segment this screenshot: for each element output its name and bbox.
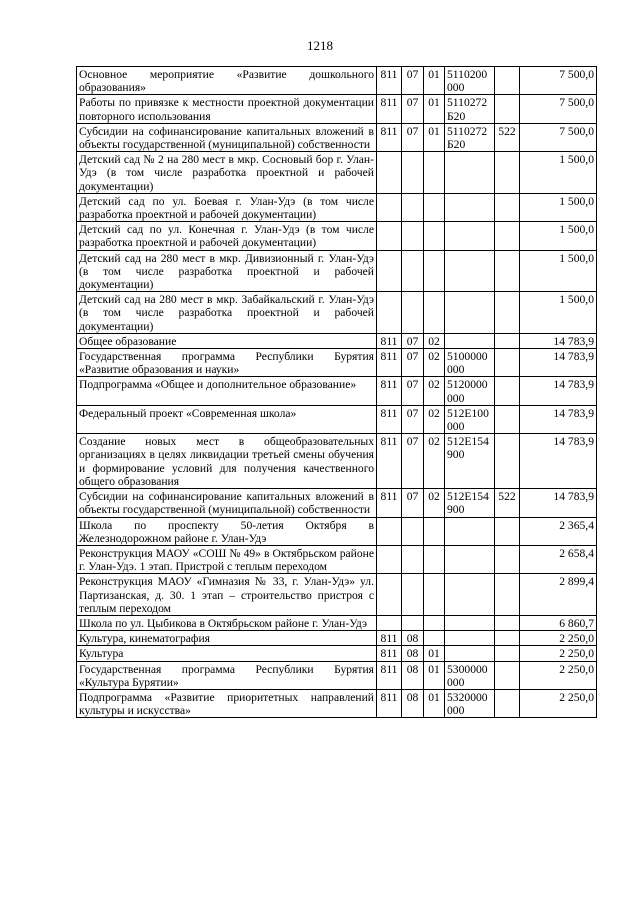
row-section-code: 07 <box>402 95 424 123</box>
row-expense-type-code <box>495 349 520 377</box>
row-target-article-code <box>445 333 495 348</box>
table-row <box>77 152 597 194</box>
table-row <box>77 489 597 517</box>
row-grbs-code: 811 <box>377 661 402 689</box>
row-expense-type-code <box>495 434 520 489</box>
row-expense-type-code <box>495 661 520 689</box>
row-subsection-code: 01 <box>424 661 445 689</box>
row-name: Государственная программа Республики Бурятия «Развитие образования и науки» <box>77 349 377 377</box>
row-target-article-code <box>445 193 495 221</box>
row-subsection-code <box>424 631 445 646</box>
row-name: Создание новых мест в общеобразовательных организациях в целях ликвидации третьей смены обучения и формирование условий для получения качественного общего образования <box>77 434 377 489</box>
row-target-article-code <box>445 517 495 545</box>
table-row <box>77 377 597 405</box>
table-row <box>77 646 597 661</box>
budget-table <box>76 66 597 718</box>
row-expense-type-code <box>495 95 520 123</box>
table-row <box>77 661 597 689</box>
row-target-article-code: 5110272 Б20 <box>445 95 495 123</box>
row-expense-type-code: 522 <box>495 489 520 517</box>
row-name: Культура <box>77 646 377 661</box>
row-target-article-code: 5110272 Б20 <box>445 123 495 151</box>
row-expense-type-code <box>495 152 520 194</box>
row-grbs-code <box>377 152 402 194</box>
row-name: Государственная программа Республики Бурятия «Культура Бурятии» <box>77 661 377 689</box>
row-amount: 14 783,9 <box>520 489 597 517</box>
row-expense-type-code <box>495 193 520 221</box>
row-subsection-code <box>424 250 445 292</box>
row-name: Подпрограмма «Развитие приоритетных направлений культуры и искусства» <box>77 689 377 717</box>
row-expense-type-code <box>495 222 520 250</box>
row-name: Субсидии на софинансирование капитальных вложений в объекты государственной (муниципальной) собственности <box>77 489 377 517</box>
row-name: Детский сад по ул. Конечная г. Улан-Удэ (в том числе разработка проектной и рабочей документации) <box>77 222 377 250</box>
row-expense-type-code: 522 <box>495 123 520 151</box>
row-amount: 2 250,0 <box>520 689 597 717</box>
row-expense-type-code <box>495 574 520 616</box>
row-name: Детский сад по ул. Боевая г. Улан-Удэ (в том числе разработка проектной и рабочей документации) <box>77 193 377 221</box>
row-section-code: 07 <box>402 333 424 348</box>
table-row <box>77 517 597 545</box>
row-target-article-code <box>445 631 495 646</box>
row-amount: 7 500,0 <box>520 123 597 151</box>
table-row <box>77 95 597 123</box>
table-row <box>77 545 597 573</box>
row-subsection-code: 02 <box>424 405 445 433</box>
table-row <box>77 689 597 717</box>
table-row <box>77 574 597 616</box>
row-section-code: 08 <box>402 631 424 646</box>
row-amount: 6 860,7 <box>520 615 597 630</box>
row-grbs-code: 811 <box>377 434 402 489</box>
row-name: Работы по привязке к местности проектной документации повторного использования <box>77 95 377 123</box>
row-amount: 1 500,0 <box>520 292 597 334</box>
table-row <box>77 67 597 95</box>
row-target-article-code <box>445 152 495 194</box>
row-section-code: 07 <box>402 349 424 377</box>
row-expense-type-code <box>495 405 520 433</box>
row-target-article-code: 5110200 000 <box>445 67 495 95</box>
row-grbs-code: 811 <box>377 405 402 433</box>
row-grbs-code: 811 <box>377 377 402 405</box>
row-expense-type-code <box>495 250 520 292</box>
table-row <box>77 615 597 630</box>
row-section-code: 07 <box>402 405 424 433</box>
row-grbs-code <box>377 193 402 221</box>
row-expense-type-code <box>495 67 520 95</box>
row-name: Субсидии на софинансирование капитальных вложений в объекты государственной (муниципальной) собственности <box>77 123 377 151</box>
row-amount: 14 783,9 <box>520 377 597 405</box>
row-subsection-code: 01 <box>424 67 445 95</box>
row-grbs-code: 811 <box>377 349 402 377</box>
row-name: Детский сад на 280 мест в мкр. Забайкальский г. Улан-Удэ (в том числе разработка проектной и рабочей документации) <box>77 292 377 334</box>
row-target-article-code <box>445 292 495 334</box>
row-grbs-code <box>377 292 402 334</box>
row-grbs-code: 811 <box>377 67 402 95</box>
row-target-article-code <box>445 250 495 292</box>
row-amount: 2 365,4 <box>520 517 597 545</box>
row-target-article-code: 5120000 000 <box>445 377 495 405</box>
row-target-article-code <box>445 545 495 573</box>
row-amount: 7 500,0 <box>520 67 597 95</box>
row-amount: 14 783,9 <box>520 349 597 377</box>
row-name: Реконструкция МАОУ «СОШ № 49» в Октябрьском районе г. Улан-Удэ. 1 этап. Пристрой с теплым переходом <box>77 545 377 573</box>
row-grbs-code <box>377 222 402 250</box>
row-grbs-code: 811 <box>377 123 402 151</box>
row-target-article-code <box>445 646 495 661</box>
table-row <box>77 333 597 348</box>
table-row <box>77 250 597 292</box>
row-section-code <box>402 152 424 194</box>
row-amount: 14 783,9 <box>520 405 597 433</box>
row-grbs-code: 811 <box>377 333 402 348</box>
row-subsection-code <box>424 152 445 194</box>
row-section-code <box>402 615 424 630</box>
row-name: Школа по ул. Цыбикова в Октябрьском районе г. Улан-Удэ <box>77 615 377 630</box>
row-section-code: 07 <box>402 434 424 489</box>
row-target-article-code: 512E154 900 <box>445 489 495 517</box>
row-section-code: 07 <box>402 67 424 95</box>
row-subsection-code <box>424 574 445 616</box>
row-section-code: 08 <box>402 689 424 717</box>
row-amount: 2 899,4 <box>520 574 597 616</box>
row-subsection-code <box>424 615 445 630</box>
row-amount: 14 783,9 <box>520 434 597 489</box>
row-expense-type-code <box>495 689 520 717</box>
row-amount: 2 250,0 <box>520 661 597 689</box>
row-name: Реконструкция МАОУ «Гимназия № 33, г. Улан-Удэ» ул. Партизанская, д. 30. 1 этап – строительство пристроя с теплым переходом <box>77 574 377 616</box>
row-expense-type-code <box>495 615 520 630</box>
row-subsection-code <box>424 193 445 221</box>
row-amount: 2 250,0 <box>520 631 597 646</box>
row-grbs-code: 811 <box>377 646 402 661</box>
row-section-code: 07 <box>402 377 424 405</box>
row-grbs-code <box>377 615 402 630</box>
row-grbs-code <box>377 517 402 545</box>
row-subsection-code: 02 <box>424 489 445 517</box>
row-subsection-code: 01 <box>424 95 445 123</box>
row-name: Школа по проспекту 50-летия Октября в Железнодорожном районе г. Улан-Удэ <box>77 517 377 545</box>
row-subsection-code <box>424 517 445 545</box>
table-row <box>77 222 597 250</box>
row-subsection-code <box>424 222 445 250</box>
row-amount: 14 783,9 <box>520 333 597 348</box>
row-grbs-code <box>377 574 402 616</box>
row-name: Федеральный проект «Современная школа» <box>77 405 377 433</box>
row-name: Подпрограмма «Общее и дополнительное образование» <box>77 377 377 405</box>
row-grbs-code <box>377 250 402 292</box>
row-name: Общее образование <box>77 333 377 348</box>
row-grbs-code: 811 <box>377 95 402 123</box>
row-amount: 1 500,0 <box>520 250 597 292</box>
table-row <box>77 631 597 646</box>
row-amount: 1 500,0 <box>520 152 597 194</box>
row-grbs-code: 811 <box>377 489 402 517</box>
row-subsection-code: 02 <box>424 333 445 348</box>
row-grbs-code: 811 <box>377 631 402 646</box>
table-row <box>77 434 597 489</box>
table-row <box>77 349 597 377</box>
row-section-code: 07 <box>402 123 424 151</box>
row-section-code <box>402 250 424 292</box>
row-name: Культура, кинематография <box>77 631 377 646</box>
row-expense-type-code <box>495 517 520 545</box>
row-expense-type-code <box>495 377 520 405</box>
row-expense-type-code <box>495 631 520 646</box>
row-name: Детский сад № 2 на 280 мест в мкр. Сосновый бор г. Улан-Удэ (в том числе разработка проектной и рабочей документации) <box>77 152 377 194</box>
row-subsection-code <box>424 545 445 573</box>
row-amount: 7 500,0 <box>520 95 597 123</box>
page-number: 1218 <box>307 38 333 53</box>
row-section-code <box>402 517 424 545</box>
row-section-code <box>402 545 424 573</box>
row-grbs-code <box>377 545 402 573</box>
row-amount: 1 500,0 <box>520 193 597 221</box>
row-section-code: 08 <box>402 646 424 661</box>
row-target-article-code: 512E154 900 <box>445 434 495 489</box>
table-row <box>77 123 597 151</box>
row-subsection-code <box>424 292 445 334</box>
row-target-article-code: 5100000 000 <box>445 349 495 377</box>
row-subsection-code: 02 <box>424 349 445 377</box>
row-expense-type-code <box>495 545 520 573</box>
row-subsection-code: 02 <box>424 377 445 405</box>
row-section-code <box>402 292 424 334</box>
row-name: Основное мероприятие «Развитие дошкольного образования» <box>77 67 377 95</box>
row-target-article-code: 5300000 000 <box>445 661 495 689</box>
row-subsection-code: 02 <box>424 434 445 489</box>
row-subsection-code: 01 <box>424 646 445 661</box>
table-row <box>77 193 597 221</box>
row-expense-type-code <box>495 646 520 661</box>
row-amount: 1 500,0 <box>520 222 597 250</box>
row-section-code <box>402 574 424 616</box>
row-section-code: 08 <box>402 661 424 689</box>
row-grbs-code: 811 <box>377 689 402 717</box>
row-section-code <box>402 222 424 250</box>
table-row <box>77 405 597 433</box>
row-expense-type-code <box>495 333 520 348</box>
row-subsection-code: 01 <box>424 689 445 717</box>
row-subsection-code: 01 <box>424 123 445 151</box>
row-section-code <box>402 193 424 221</box>
row-section-code: 07 <box>402 489 424 517</box>
row-amount: 2 658,4 <box>520 545 597 573</box>
row-target-article-code <box>445 615 495 630</box>
table-row <box>77 292 597 334</box>
row-target-article-code: 5320000 000 <box>445 689 495 717</box>
row-target-article-code <box>445 222 495 250</box>
row-amount: 2 250,0 <box>520 646 597 661</box>
row-name: Детский сад на 280 мест в мкр. Дивизионный г. Улан-Удэ (в том числе разработка проектной и рабочей документации) <box>77 250 377 292</box>
row-target-article-code <box>445 574 495 616</box>
row-expense-type-code <box>495 292 520 334</box>
row-target-article-code: 512E100 000 <box>445 405 495 433</box>
